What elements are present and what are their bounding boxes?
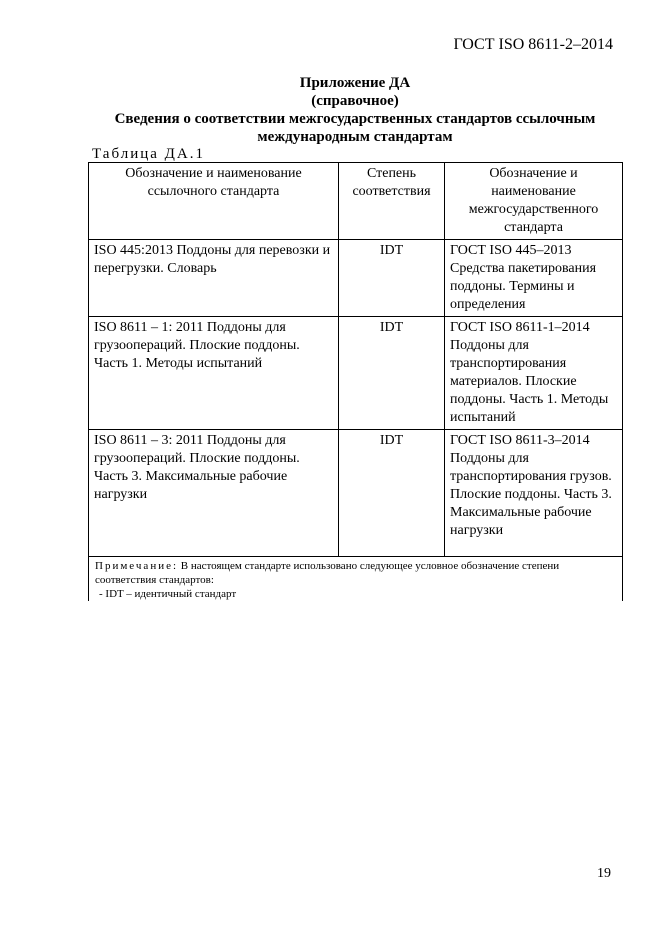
appendix-kind: (справочное) [311, 93, 399, 109]
cell-degree: IDT [339, 430, 445, 557]
header-degree: Степень соответствия [339, 163, 445, 240]
table-note [89, 557, 623, 602]
table-note-row [89, 557, 623, 602]
table-row [89, 317, 623, 430]
table-header-row [89, 163, 623, 240]
header-national-standard: Обозначение и наименование межгосударственного стандарта [445, 163, 623, 240]
note-text: В настоящем стандарте использовано следующее условное обозначение степени соответствия стандартов: [95, 560, 560, 586]
header-ref-standard: Обозначение и наименование ссылочного стандарта [89, 163, 339, 240]
page-number: 19 [597, 866, 611, 881]
appendix-subject-line1: Сведения о соответствии межгосударственных стандартов ссылочным [114, 111, 596, 127]
appendix-subject-line2: международным стандартам [257, 129, 453, 145]
cell-ref-standard: ISO 445:2013 Поддоны для перевозки и перегрузки. Словарь [89, 240, 339, 317]
cell-national-standard: ГОСТ ISO 8611-1–2014 Поддоны для транспортирования материалов. Плоские поддоны. Часть 1. Методы испытаний [445, 317, 623, 430]
note-label: Примечание: [95, 560, 179, 572]
table-row [89, 240, 623, 317]
appendix-title: Приложение ДА [299, 75, 411, 91]
appendix-titles [88, 74, 622, 146]
table-row [89, 430, 623, 557]
cell-national-standard: ГОСТ ISO 8611-3–2014 Поддоны для транспортирования грузов. Плоские поддоны. Часть 3. Максимальные рабочие нагрузки [445, 430, 623, 557]
cell-ref-standard: ISO 8611 – 1: 2011 Поддоны для грузоопераций. Плоские поддоны. Часть 1. Методы испытаний [89, 317, 339, 430]
cell-degree: IDT [339, 317, 445, 430]
note-item: - IDT – идентичный стандарт [99, 588, 237, 600]
cell-degree: IDT [339, 240, 445, 317]
cell-national-standard: ГОСТ ISO 445–2013 Средства пакетирования поддоны. Термины и определения [445, 240, 623, 317]
standards-table [88, 162, 623, 601]
table-caption: Таблица ДА.1 [92, 146, 205, 162]
cell-ref-standard: ISO 8611 – 3: 2011 Поддоны для грузоопераций. Плоские поддоны. Часть 3. Максимальные рабочие нагрузки [89, 430, 339, 557]
document-code: ГОСТ ISO 8611-2–2014 [453, 36, 613, 53]
